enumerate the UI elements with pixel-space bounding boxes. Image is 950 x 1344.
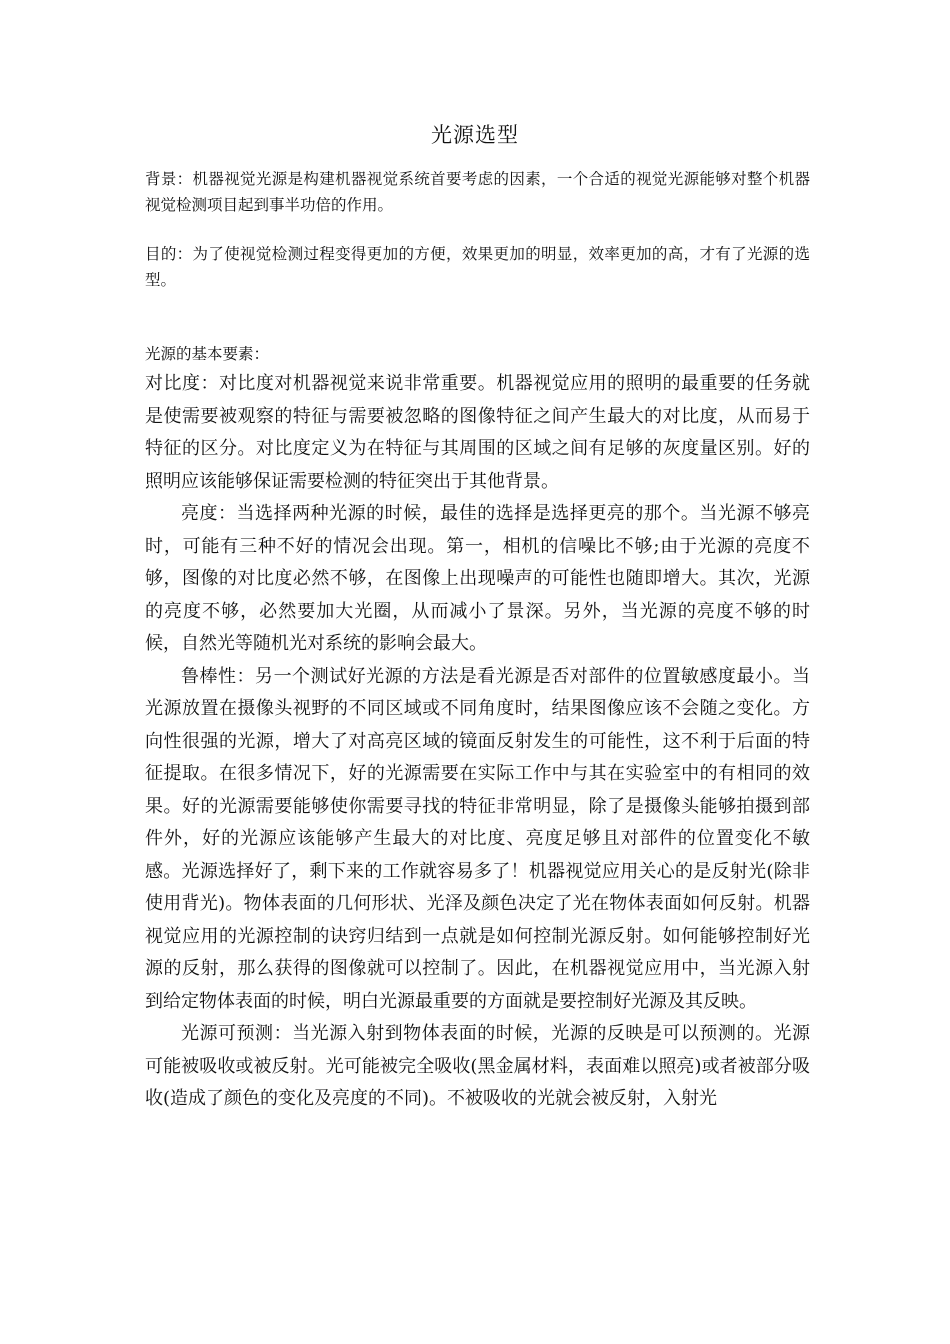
brightness-paragraph: 亮度：当选择两种光源的时候，最佳的选择是选择更亮的那个。当光源不够亮时，可能有三种不好的情况会出现。第一，相机的信噪比不够;由于光源的亮度不够，图像的对比度必然不够，在图像上出现噪声的可能性也随即增大。其次，光源的亮度不够，必然要加大光圈，从而减小了景深。另外，当光源的亮度不够的时候，自然光等随机光对系统的影响会最大。 [145, 503, 810, 654]
robustness-paragraph: 鲁棒性：另一个测试好光源的方法是看光源是否对部件的位置敏感度最小。当光源放置在摄像头视野的不同区域或不同角度时，结果图像应该不会随之变化。方向性很强的光源，增大了对高亮区域的镜面反射发生的可能性，这不利于后面的特征提取。在很多情况下，好的光源需要在实际工作中与其在实验室中的有相同的效果。好的光源需要能够使你需要寻找的特征非常明显，除了是摄像头能够拍摄到部件外，好的光源应该能够产生最大的对比度、亮度足够且对部件的位置变化不敏感。光源选择好了，剩下来的工作就容易多了！机器视觉应用关心的是反射光(除非使用背光)。物体表面的几何形状、光泽及颜色决定了光在物体表面如何反射。机器视觉应用的光源控制的诀窍归结到一点就是如何控制光源反射。如何能够控制好光源的反射，那么获得的图像就可以控制了。因此，在机器视觉应用中，当光源入射到给定物体表面的时候，明白光源最重要的方面就是要控制好光源及其反映。 [145, 665, 810, 1012]
main-body [145, 368, 810, 1116]
predictability-paragraph: 光源可预测：当光源入射到物体表面的时候，光源的反映是可以预测的。光源可能被吸收或被反射。光可能被完全吸收(黑金属材料，表面难以照亮)或者被部分吸收(造成了颜色的变化及亮度的不同)。不被吸收的光就会被反射，入射光 [145, 1023, 810, 1109]
contrast-paragraph: 对比度：对比度对机器视觉来说非常重要。机器视觉应用的照明的最重要的任务就是使需要被观察的特征与需要被忽略的图像特征之间产生最大的对比度，从而易于特征的区分。对比度定义为在特征与其周围的区域之间有足够的灰度量区别。好的照明应该能够保证需要检测的特征突出于其他背景。 [145, 373, 810, 492]
basics-heading: 光源的基本要素： [145, 345, 270, 363]
background-paragraph: 背景：机器视觉光源是构建机器视觉系统首要考虑的因素，一个合适的视觉光源能够对整个机器视觉检测项目起到事半功倍的作用。 [145, 170, 810, 214]
page-title: 光源选型 [431, 123, 519, 147]
purpose-paragraph: 目的：为了使视觉检测过程变得更加的方便，效果更加的明显，效率更加的高，才有了光源的选型。 [145, 245, 810, 289]
